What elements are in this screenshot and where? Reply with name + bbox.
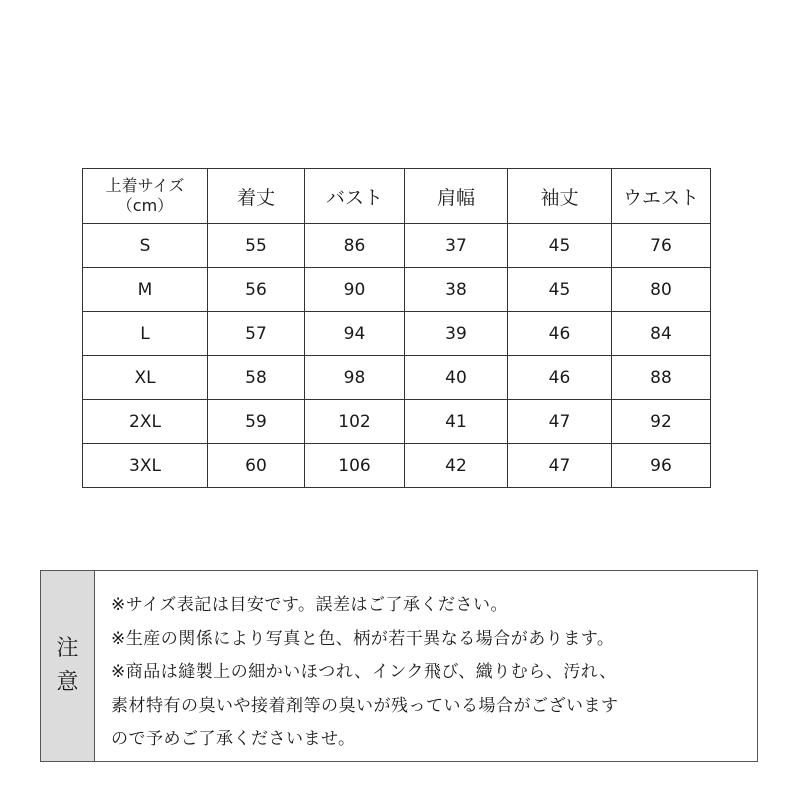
table-row bbox=[83, 268, 711, 312]
table-header-row bbox=[83, 169, 711, 224]
table-cell: 94 bbox=[305, 312, 405, 356]
table-cell: 60 bbox=[208, 444, 305, 488]
table-cell: 84 bbox=[612, 312, 711, 356]
corner-label-line2: （cm） bbox=[116, 196, 174, 215]
column-header-shoulder: 肩幅 bbox=[405, 169, 508, 224]
note-line: ので予めご了承くださいませ。 bbox=[111, 729, 356, 749]
table-cell: 45 bbox=[508, 224, 612, 268]
table-cell: 55 bbox=[208, 224, 305, 268]
table-row bbox=[83, 444, 711, 488]
table-cell: 92 bbox=[612, 400, 711, 444]
table-cell: 59 bbox=[208, 400, 305, 444]
size-label: 2XL bbox=[83, 400, 208, 444]
table-cell: 38 bbox=[405, 268, 508, 312]
table-cell: 58 bbox=[208, 356, 305, 400]
size-label: S bbox=[83, 224, 208, 268]
notes-box bbox=[40, 570, 758, 762]
table-cell: 42 bbox=[405, 444, 508, 488]
size-label: XL bbox=[83, 356, 208, 400]
table-cell: 80 bbox=[612, 268, 711, 312]
table-cell: 37 bbox=[405, 224, 508, 268]
table-cell: 106 bbox=[305, 444, 405, 488]
table-cell: 39 bbox=[405, 312, 508, 356]
column-header-sleeve: 袖丈 bbox=[508, 169, 612, 224]
column-header-bust: バスト bbox=[305, 169, 405, 224]
table-cell: 47 bbox=[508, 400, 612, 444]
table-row bbox=[83, 224, 711, 268]
table-cell: 86 bbox=[305, 224, 405, 268]
table-cell: 56 bbox=[208, 268, 305, 312]
notes-label-char-1: 注 bbox=[56, 636, 79, 661]
table-row bbox=[83, 400, 711, 444]
size-label: M bbox=[83, 268, 208, 312]
notes-label-char-2: 意 bbox=[56, 670, 79, 695]
table-cell: 41 bbox=[405, 400, 508, 444]
table-row bbox=[83, 312, 711, 356]
table-corner-header bbox=[83, 169, 208, 224]
note-line: ※商品は縫製上の細かいほつれ、インク飛び、織りむら、汚れ、 bbox=[111, 662, 617, 682]
table-cell: 102 bbox=[305, 400, 405, 444]
note-line: 素材特有の臭いや接着剤等の臭いが残っている場合がございます bbox=[111, 695, 619, 716]
notes-body bbox=[95, 571, 757, 761]
size-label: L bbox=[83, 312, 208, 356]
table-row bbox=[83, 356, 711, 400]
note-line: ※生産の関係により写真と色、柄が若干異なる場合があります。 bbox=[111, 628, 615, 649]
size-label: 3XL bbox=[83, 444, 208, 488]
table-cell: 90 bbox=[305, 268, 405, 312]
note-line: ※サイズ表記は目安です。誤差はご了承ください。 bbox=[111, 595, 509, 615]
table-cell: 57 bbox=[208, 312, 305, 356]
table-cell: 98 bbox=[305, 356, 405, 400]
table-cell: 47 bbox=[508, 444, 612, 488]
corner-label-line1: 上着サイズ bbox=[105, 176, 185, 195]
notes-label bbox=[41, 571, 95, 761]
column-header-length: 着丈 bbox=[208, 169, 305, 224]
table-cell: 46 bbox=[508, 312, 612, 356]
table-cell: 45 bbox=[508, 268, 612, 312]
table-cell: 76 bbox=[612, 224, 711, 268]
table-cell: 88 bbox=[612, 356, 711, 400]
table-cell: 46 bbox=[508, 356, 612, 400]
table-cell: 40 bbox=[405, 356, 508, 400]
size-chart-table bbox=[82, 168, 711, 488]
column-header-waist: ウエスト bbox=[612, 169, 711, 224]
table-cell: 96 bbox=[612, 444, 711, 488]
